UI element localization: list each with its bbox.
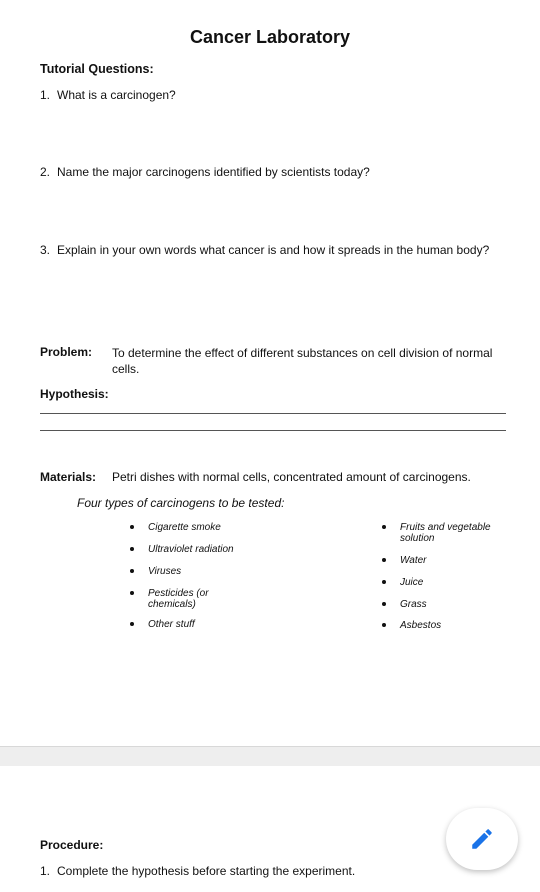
bullet xyxy=(130,547,134,551)
list-item: Other stuff xyxy=(130,619,240,630)
tutorial-heading: Tutorial Questions: xyxy=(40,62,154,76)
hypothesis-label: Hypothesis: xyxy=(40,387,109,401)
bullet xyxy=(130,622,134,626)
bullet xyxy=(382,558,386,562)
hypothesis-line-2 xyxy=(40,430,506,431)
bullet xyxy=(382,525,386,529)
list-item: Ultraviolet radiation xyxy=(130,544,240,555)
carcinogen-list-left xyxy=(130,522,240,630)
bullet xyxy=(130,525,134,529)
list-item: Cigarette smoke xyxy=(130,522,240,533)
problem-text: To determine the effect of different substances on cell division of normal cells. xyxy=(112,346,493,376)
tutorial-question-3 xyxy=(40,243,489,257)
question-text: What is a carcinogen? xyxy=(57,88,176,102)
bullet xyxy=(382,623,386,627)
list-item: Grass xyxy=(382,599,500,610)
page-title: Cancer Laboratory xyxy=(189,27,351,47)
bullet xyxy=(130,591,134,595)
list-item: Pesticides (or chemicals) xyxy=(130,588,224,610)
list-item: Fruits and vegetable solution xyxy=(382,522,500,544)
question-number: 3. xyxy=(40,243,51,257)
question-number: 2. xyxy=(40,165,51,179)
procedure-label: Procedure: xyxy=(40,838,104,852)
edit-fab-button[interactable] xyxy=(446,808,518,870)
step-number: 1. xyxy=(40,864,51,878)
bullet xyxy=(130,569,134,573)
list-item: Asbestos xyxy=(382,620,500,631)
list-item: Juice xyxy=(382,577,500,588)
list-item: Water xyxy=(382,555,500,566)
question-text: Explain in your own words what cancer is and how it spreads in the human body? xyxy=(57,243,490,257)
list-item: Viruses xyxy=(130,566,240,577)
procedure-step-1 xyxy=(40,864,355,878)
page-separator xyxy=(0,746,540,767)
bullet xyxy=(382,602,386,606)
question-text: Name the major carcinogens identified by scientists today? xyxy=(57,165,370,179)
problem-label: Problem: xyxy=(40,345,93,359)
question-number: 1. xyxy=(40,88,51,102)
tutorial-question-1 xyxy=(40,88,176,102)
carcinogens-subheading: Four types of carcinogens to be tested: xyxy=(77,496,285,510)
bullet xyxy=(382,580,386,584)
step-text: Complete the hypothesis before starting the experiment. xyxy=(57,864,356,878)
tutorial-question-2 xyxy=(40,165,370,179)
materials-text: Petri dishes with normal cells, concentrated amount of carcinogens. xyxy=(112,470,471,484)
carcinogen-list-right xyxy=(382,522,500,631)
pencil-icon xyxy=(469,826,495,852)
hypothesis-line-1 xyxy=(40,413,506,414)
materials-label: Materials: xyxy=(40,470,97,484)
